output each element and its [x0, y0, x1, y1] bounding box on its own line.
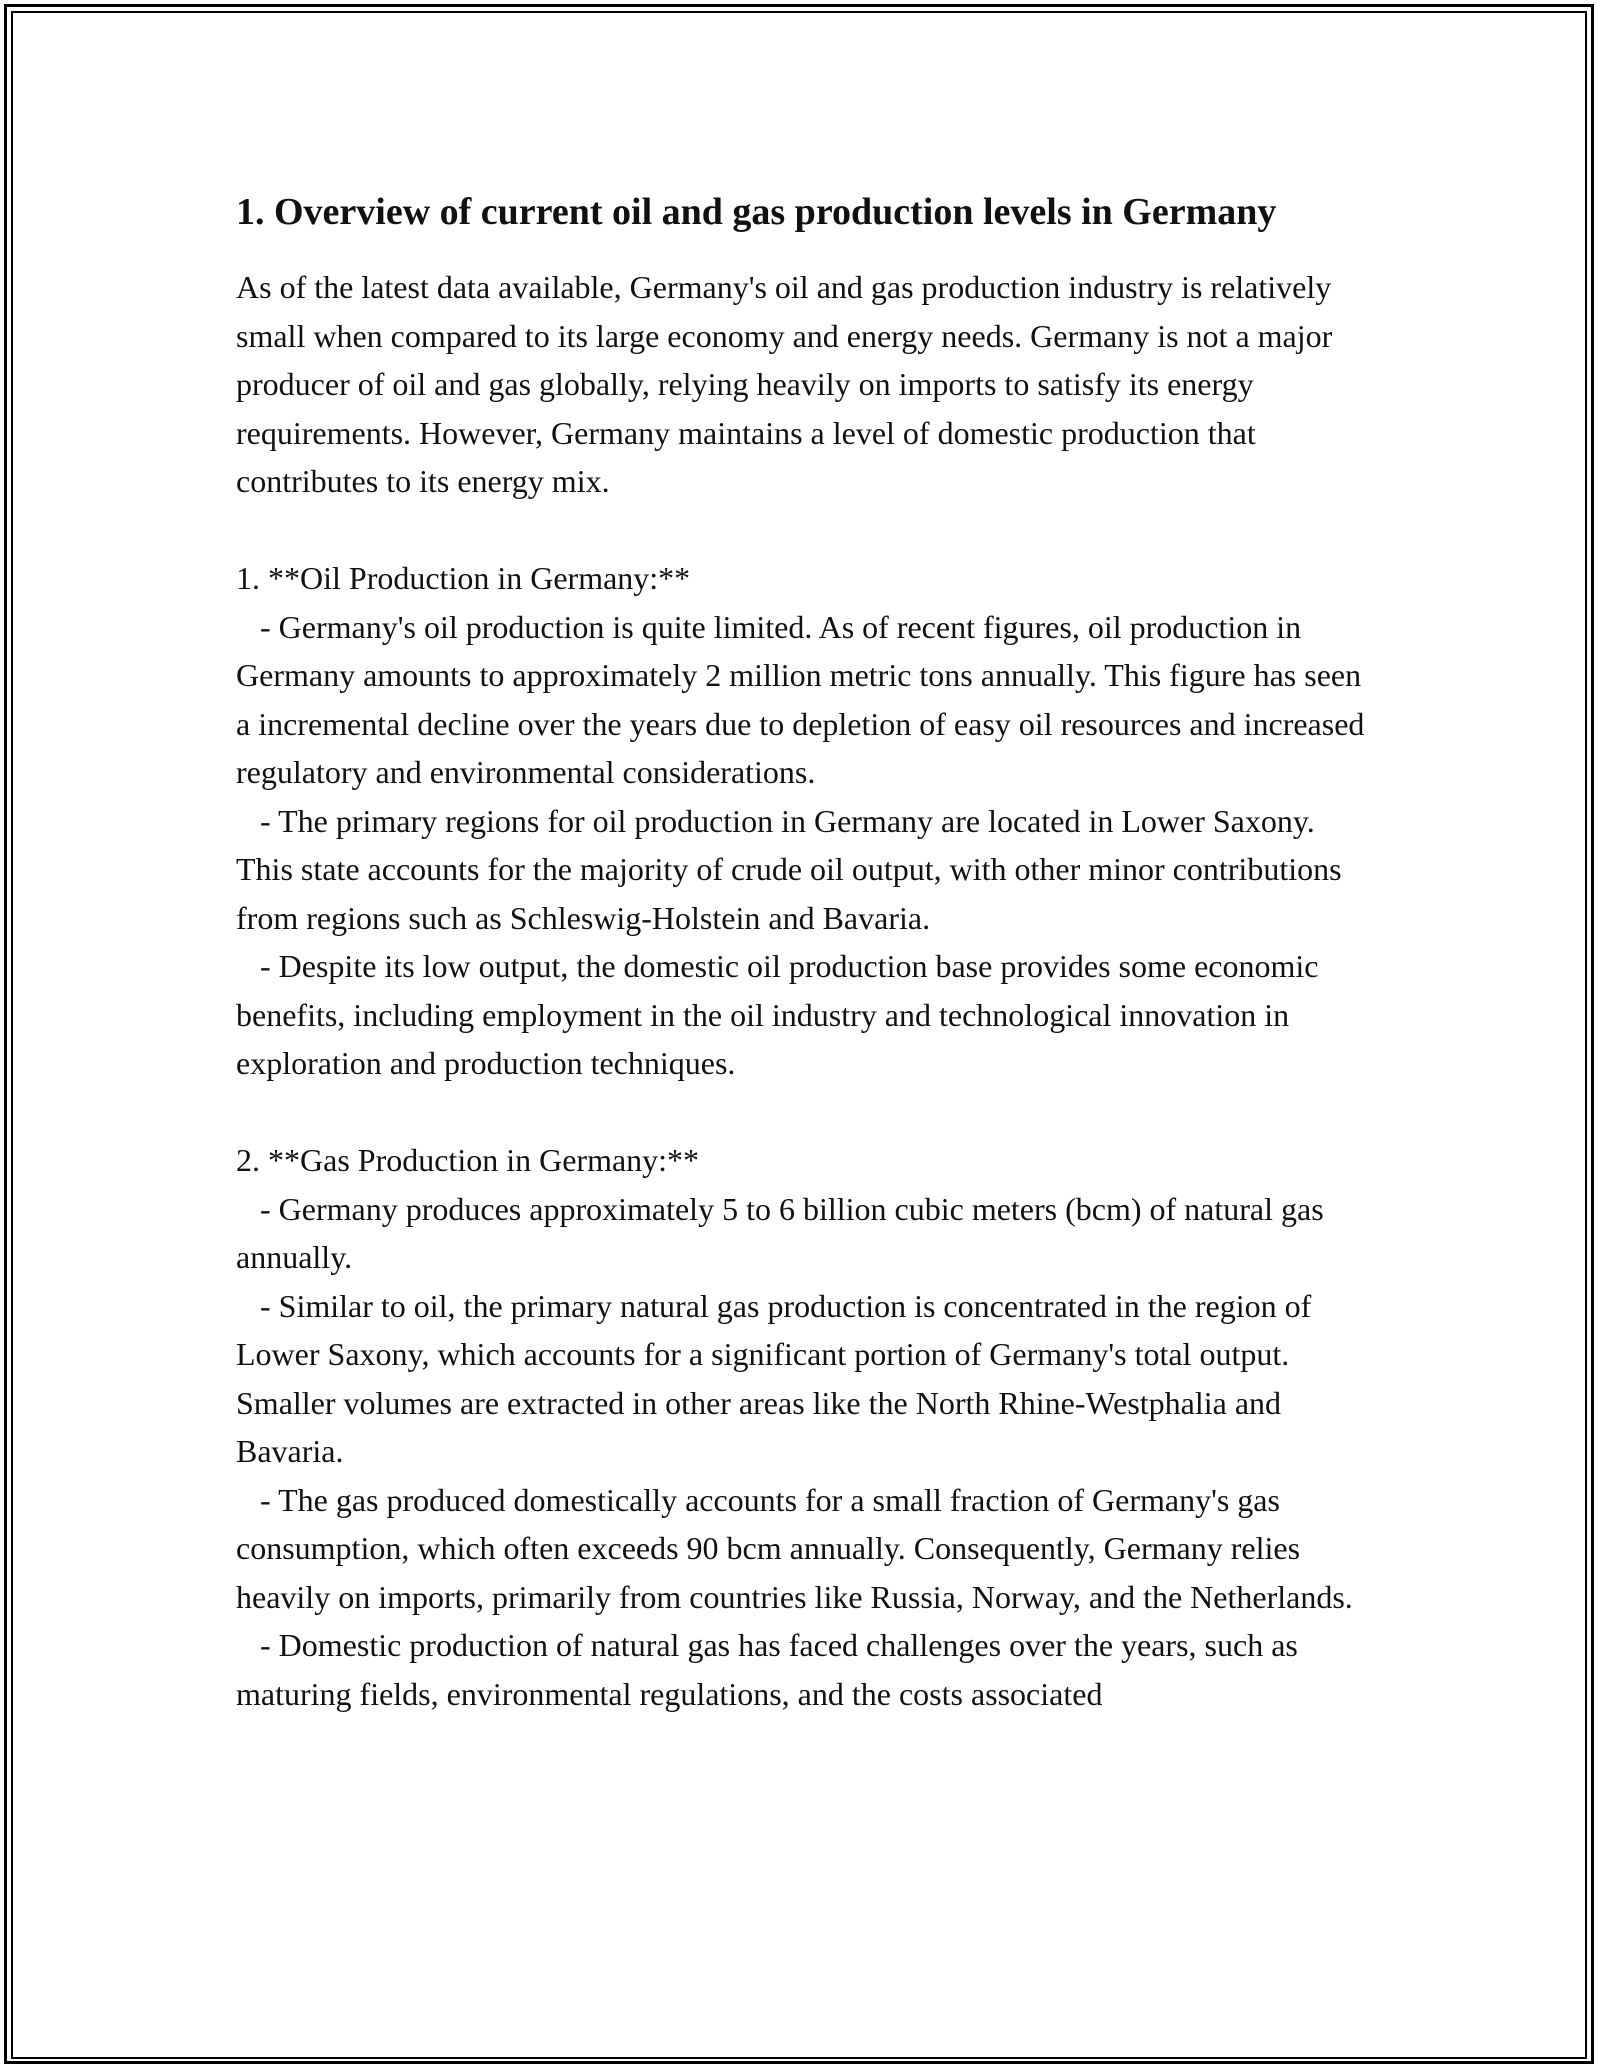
paragraph-spacer [236, 1088, 1376, 1137]
oil-production-section [236, 554, 1376, 1088]
gas-point-3: - The gas produced domestically accounts for a small fraction of Germany's gas consumption, which often exceeds 90 bcm annually. Consequently, Germany relies heavily on imports, primarily from countries like Russia, Norway, and the Netherlands. [236, 1481, 1353, 1615]
gas-point-4: - Domestic production of natural gas has faced challenges over the years, such as maturing fields, environmental regulations, and the costs associated [236, 1627, 1306, 1712]
gas-section-title: 2. **Gas Production in Germany:** [236, 1142, 700, 1178]
oil-section-title: 1. **Oil Production in Germany:** [236, 560, 691, 596]
paragraph-spacer [236, 506, 1376, 555]
gas-point-2: - Similar to oil, the primary natural gas production is concentrated in the region of Lower Saxony, which accounts for a significant portion of Germany's total output. Smaller volumes are extracted in other areas like the North Rhine-Westphalia and Bavaria. [236, 1287, 1320, 1469]
document-body [236, 185, 1376, 1718]
oil-point-1: - Germany's oil production is quite limited. As of recent figures, oil production in Germany amounts to approximately 2 million metric tons annually. This figure has seen a incremental decline over the years due to depletion of easy oil resources and increased regulatory and environmental considerations. [236, 608, 1373, 790]
oil-point-3: - Despite its low output, the domestic oil production base provides some economic benefits, including employment in the oil industry and technological innovation in exploration and production techniques. [236, 948, 1327, 1081]
intro-paragraph: As of the latest data available, Germany's oil and gas production industry is relatively small when compared to its large economy and energy needs. Germany is not a major producer of oil and gas globally, relying heavily on imports to satisfy its energy requirements. However, Germany maintains a level of domestic production that contributes to its energy mix. [236, 269, 1341, 499]
oil-point-2: - The primary regions for oil production in Germany are located in Lower Saxony. This state accounts for the majority of crude oil output, with other minor contributions from regions such as Schleswig-Holstein and Bavaria. [236, 802, 1350, 936]
gas-point-1: - Germany produces approximately 5 to 6 billion cubic meters (bcm) of natural gas annually. [236, 1190, 1332, 1275]
gas-production-section [236, 1136, 1376, 1718]
section-heading: 1. Overview of current oil and gas production levels in Germany [236, 191, 1277, 233]
